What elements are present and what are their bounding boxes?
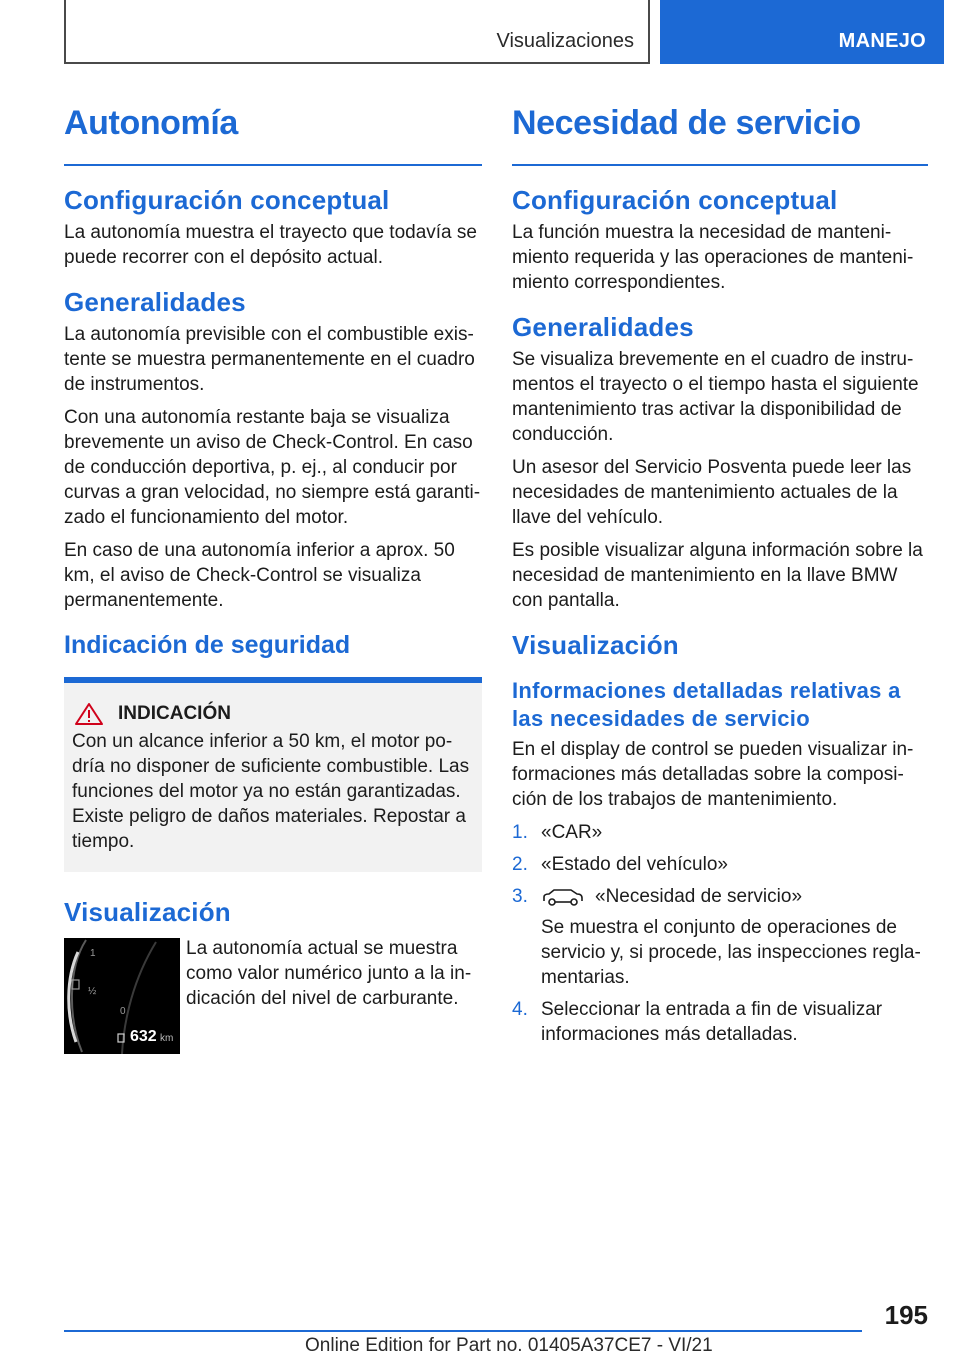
right-concept-heading: Configuración conceptual <box>512 185 838 215</box>
display-section <box>64 936 482 1054</box>
right-details-heading: Informaciones detalladas relativas a las necesidades de servicio <box>512 678 901 731</box>
left-general-p1: La autonomía previsible con el combustible existente se muestra permanentemente en el cuadro de instrumentos. <box>64 324 475 395</box>
left-title: Autonomía <box>64 102 482 166</box>
step-text: «Necesidad de servicio» <box>595 886 803 907</box>
warning-text: Con un alcance inferior a 50 km, el motor podría no disponer de suficiente combustible. Las funciones del motor ya no están garantizadas. Existe peligro de daños materiales. Repostar a tiempo. <box>72 731 470 852</box>
right-column <box>512 102 928 1054</box>
warning-box <box>64 677 482 872</box>
step-subtext: Se muestra el conjunto de operaciones de servicio y, si procede, las inspecciones reglamentarias. <box>541 917 921 988</box>
step-number: 3. <box>512 886 528 907</box>
warning-title <box>72 701 474 727</box>
edition-note: Online Edition for Part no. 01405A37CE7 - VI/21 <box>305 1335 713 1356</box>
left-display-heading: Visualización <box>64 897 231 927</box>
left-column <box>64 102 482 1054</box>
list-item <box>512 852 928 877</box>
left-display-text: La autonomía actual se muestra como valor numérico junto a la indicación del nivel de carburante. <box>186 938 472 1009</box>
service-steps-list <box>512 820 928 1047</box>
header-section-label: Visualizaciones <box>496 30 634 52</box>
left-general-p3: En caso de una autonomía inferior a aprox. 50 km, el aviso de Check-Control se visualiza permanentemente. <box>64 540 455 611</box>
cluster-range-unit: km <box>160 1033 174 1044</box>
left-concept-text: La autonomía muestra el trayecto que todavía se puede recorrer con el depósito actual. <box>64 222 477 268</box>
warning-label: INDICACIÓN <box>118 703 231 724</box>
step-number: 4. <box>512 999 528 1020</box>
left-concept-heading: Configuración conceptual <box>64 185 390 215</box>
step-text: «Estado del vehículo» <box>541 854 728 875</box>
right-general-p1: Se visualiza brevemente en el cuadro de instrumentos el trayecto o el tiempo hasta el siguiente mantenimiento tras activar la disponibilidad de conducción. <box>512 349 919 445</box>
header-section-box <box>64 0 650 64</box>
cluster-range-value: 632 <box>130 1028 157 1045</box>
left-safety-heading: Indicación de seguridad <box>64 631 351 659</box>
right-general-p2: Un asesor del Servicio Posventa puede leer las necesidades de mantenimiento actuales de la llave del vehículo. <box>512 457 912 528</box>
step-number: 2. <box>512 854 528 875</box>
right-title: Necesidad de servicio <box>512 102 928 166</box>
left-general-heading: Generalidades <box>64 287 246 317</box>
right-general-p3: Es posible visualizar alguna información sobre la necesidad de mantenimiento en la llave BMW con pantalla. <box>512 540 923 611</box>
step-body <box>541 884 928 990</box>
cluster-tick-bottom: 0 <box>120 1006 126 1017</box>
cluster-tick-top: 1 <box>90 948 96 959</box>
instrument-cluster-image <box>64 938 180 1054</box>
page-number: 195 <box>884 1300 928 1330</box>
cluster-tick-mid: ½ <box>88 986 97 997</box>
header-chapter-tab: MANEJO <box>660 0 944 64</box>
list-item <box>512 820 928 845</box>
left-general-p2: Con una autonomía restante baja se visualiza brevemente un aviso de Check-Control. En caso de conducción deportiva, p. ej., al conducir por curvas a gran velocidad, no siempre está garantizado el funcionamiento del motor. <box>64 407 481 528</box>
right-display-heading: Visualización <box>512 630 679 660</box>
car-icon <box>541 887 585 907</box>
right-concept-text: La función muestra la necesidad de mantenimiento requerida y las operaciones de mantenimiento correspondientes. <box>512 222 914 293</box>
step-text: «CAR» <box>541 822 603 843</box>
footer-divider <box>64 1330 862 1332</box>
right-general-heading: Generalidades <box>512 312 694 342</box>
list-item <box>512 997 928 1047</box>
list-item <box>512 884 928 990</box>
warning-triangle-icon <box>74 702 104 726</box>
right-details-text: En el display de control se pueden visualizar informaciones más detalladas sobre la composición de los trabajos de mantenimiento. <box>512 739 914 810</box>
step-number: 1. <box>512 822 528 843</box>
step-text: Seleccionar la entrada a fin de visualizar informaciones más detalladas. <box>541 999 883 1045</box>
